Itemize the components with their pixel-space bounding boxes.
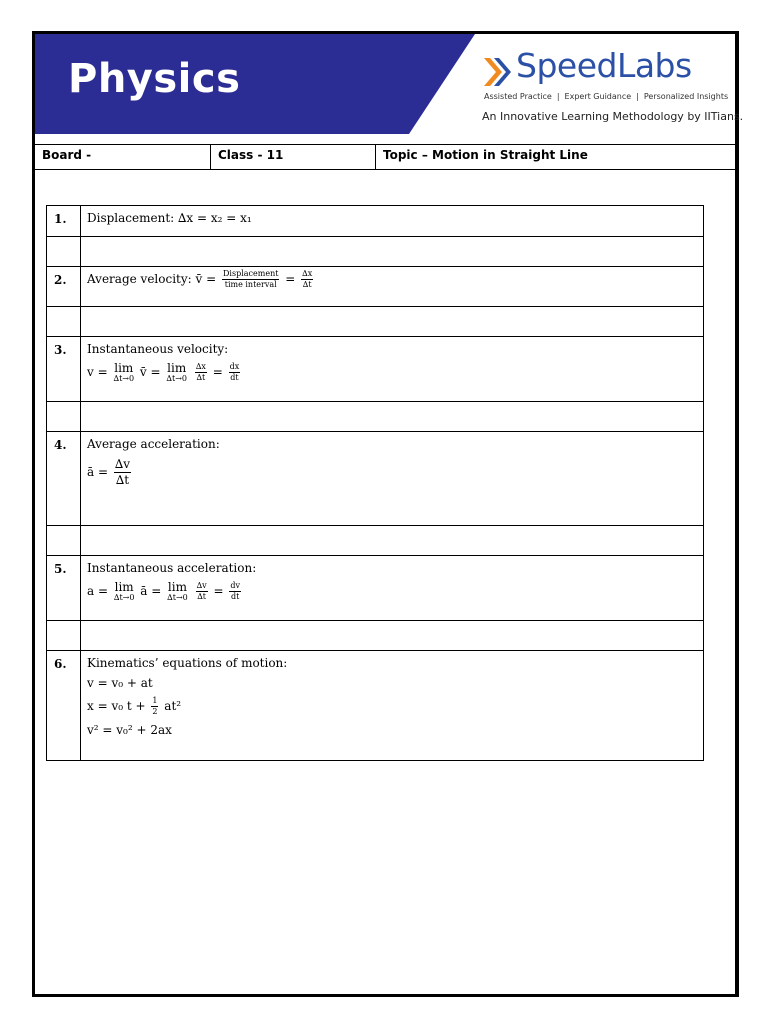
formula-displacement: Displacement: ∆x = x₂ = x₁ (87, 211, 252, 225)
spacer-row (47, 526, 704, 556)
formula-average-velocity: Average velocity: v̄ = (87, 272, 217, 286)
spacer-row (47, 402, 704, 432)
item-number: 5. (47, 556, 81, 621)
table-row (47, 337, 704, 402)
brand-strapline: An Innovative Learning Methodology by IITians. (482, 110, 744, 123)
table-row (47, 651, 704, 761)
brand-tag: Assisted Practice (484, 92, 552, 101)
brand-tags: Assisted Practice | Expert Guidance | Personalized Insights (484, 92, 729, 101)
formula-table (46, 205, 704, 761)
formula-average-acceleration: ā = $\frac{\Delta v}{\Delta t}$ (87, 457, 131, 487)
item-number: 1. (47, 206, 81, 237)
item-number: 3. (47, 337, 81, 402)
speedlabs-logo-icon (482, 54, 512, 90)
formula-instantaneous-velocity-title: Instantaneous velocity: (87, 342, 229, 356)
brand-logo (482, 46, 744, 132)
page-title: Physics (68, 56, 241, 102)
formula-average-acceleration-title: Average acceleration: (87, 437, 220, 451)
item-number: 6. (47, 651, 81, 761)
spacer-row (47, 237, 704, 267)
item-number: 4. (47, 432, 81, 526)
table-row (47, 556, 704, 621)
spacer-row (47, 621, 704, 651)
fraction: $\frac{\Delta x}{\Delta t}$ (302, 269, 313, 289)
kinematics-equation-1: v = v₀ + at (87, 676, 153, 690)
topic-cell: Topic – Motion in Straight Line (376, 145, 737, 169)
brand-tag: Expert Guidance (564, 92, 632, 101)
class-cell: Class - 11 (211, 145, 376, 169)
table-row (47, 432, 704, 526)
kinematics-equation-3: v² = v₀² + 2ax (87, 723, 172, 737)
info-row (35, 144, 737, 170)
table-row: 2. Average velocity: v̄ = $\frac{\text{Displacement}}{\text{time interval}}$ = $\frac{\Delta x}{\Delta t}$ (47, 267, 704, 307)
formula-kinematics-title: Kinematics’ equations of motion: (87, 656, 288, 670)
formula-instantaneous-acceleration-title: Instantaneous acceleration: (87, 561, 257, 575)
formula-instantaneous-velocity: v = lim ∆t→0 v̄ = lim ∆t→0 $\frac{\Delta x}{\Delta t}$ = $\frac{dx}{dt}$ (87, 361, 240, 383)
spacer-row (47, 307, 704, 337)
formula-instantaneous-acceleration: a = lim ∆t→0 ā = lim ∆t→0 $\frac{\Delta v}{\Delta t}$ = $\frac{dv}{dt}$ (87, 580, 240, 602)
board-cell: Board - (35, 145, 211, 169)
item-number: 2. (47, 267, 81, 307)
fraction: $\frac{\text{Displacement}}{\text{time interval}}$ (223, 269, 279, 289)
brand-tag: Personalized Insights (643, 92, 729, 101)
kinematics-equation-2: x = v₀ t + $\frac{1}{2}$ at² (87, 696, 182, 716)
brand-name: SpeedLabs (516, 46, 692, 85)
table-row (47, 206, 704, 237)
